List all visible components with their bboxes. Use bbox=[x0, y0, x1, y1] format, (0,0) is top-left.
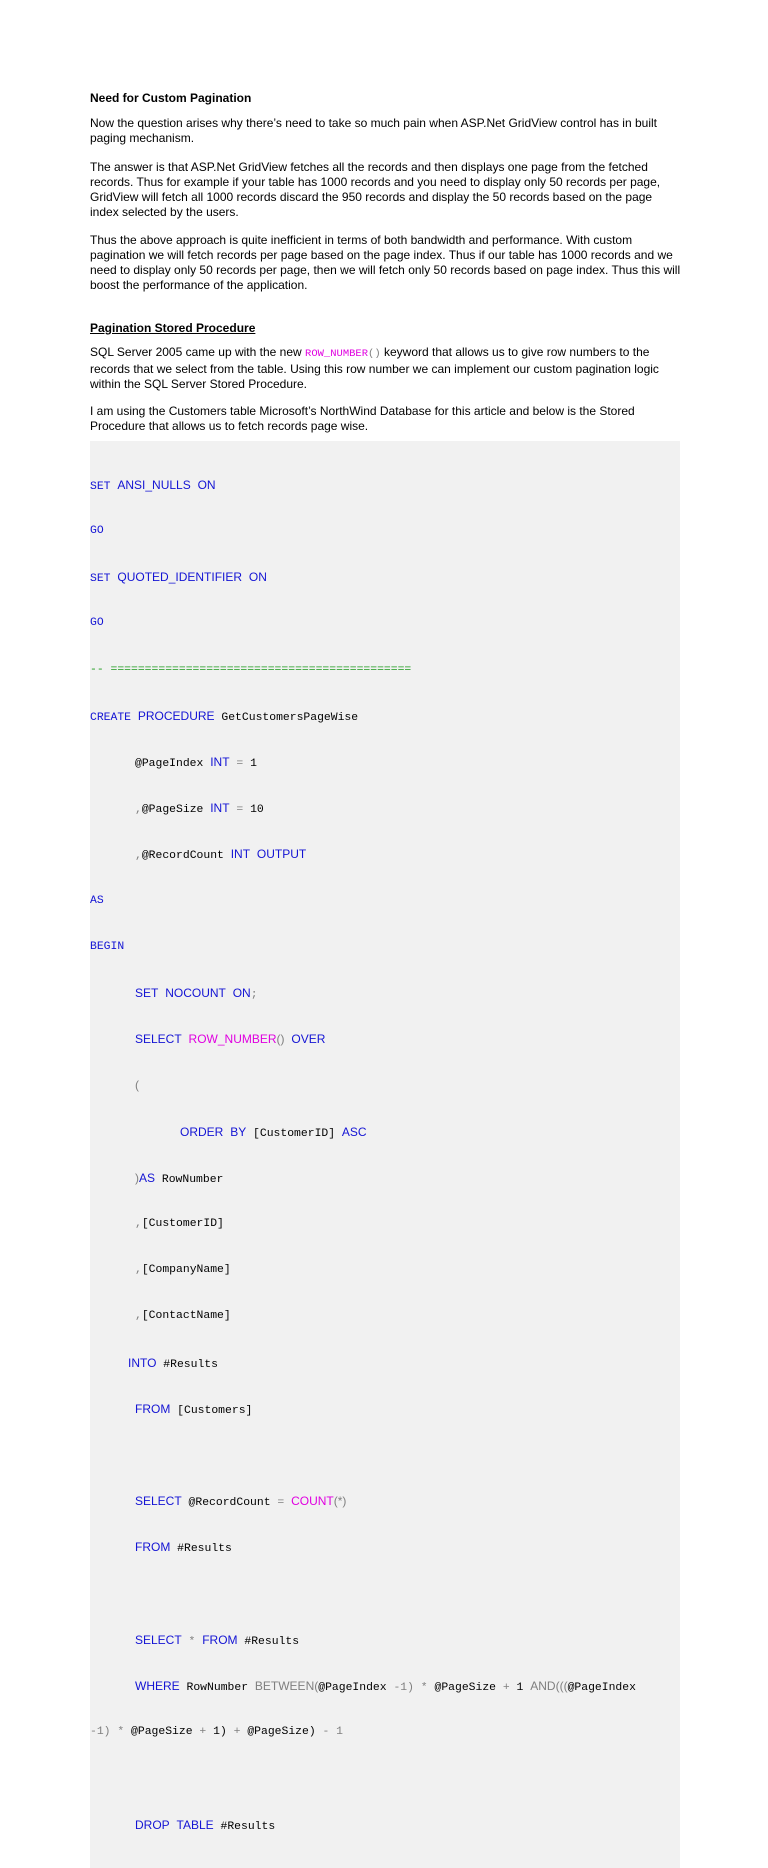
row-number-inline-code bbox=[305, 348, 381, 360]
code-line: BEGIN bbox=[90, 940, 125, 953]
code-line: ORDER BY [CustomerID] ASC bbox=[180, 1124, 367, 1140]
code-line: SET QUOTED_IDENTIFIER ON bbox=[90, 570, 267, 586]
code-line: CREATE PROCEDURE GetCustomersPageWise bbox=[90, 708, 359, 724]
code-line: DROP TABLE #Results bbox=[135, 1817, 276, 1833]
paragraph-inefficient: Thus the above approach is quite inefficient in terms of both bandwidth and performance. With custom pagination we will fetch records per page based on the page index. Thus if our table has 1000 records and we need to display only 50 records per page, then we will fetch only 50 records based on page index. Thus this will boost the performance of the application. bbox=[90, 233, 681, 292]
heading-need-custom-pagination: Need for Custom Pagination bbox=[90, 91, 252, 105]
paragraph-question: Now the question arises why there’s need to take so much pain when ASP.Net GridView control has in built paging mechanism. bbox=[90, 116, 657, 145]
code-line: SELECT ROW_NUMBER() OVER bbox=[135, 1032, 326, 1047]
code-line: ,@RecordCount INT OUTPUT bbox=[135, 847, 307, 863]
paragraph-northwind: I am using the Customers table Microsoft’s NorthWind Database for this article and below is the Stored Procedure that allows us to fetch records page wise. bbox=[90, 404, 635, 433]
code-line: SET ANSI_NULLS ON bbox=[90, 477, 216, 493]
code-line: ,[CompanyName] bbox=[135, 1264, 231, 1277]
code-line: ( bbox=[135, 1078, 139, 1093]
code-line-blank bbox=[90, 1772, 680, 1787]
code-line: -- ============================================ bbox=[90, 663, 412, 676]
code-line: GO bbox=[90, 525, 104, 538]
code-line: SELECT @RecordCount = COUNT(*) bbox=[135, 1494, 347, 1510]
code-line: FROM #Results bbox=[135, 1540, 232, 1556]
code-line: AS bbox=[90, 894, 104, 907]
paragraph-answer: The answer is that ASP.Net GridView fetches all the records and then displays one page from the fetched records. Thus for example if your table has 1000 records and you need to display only 50 records per page, GridView will fetch all 1000 records discard the 950 records and display the 50 records based on the page index selected by the users. bbox=[90, 160, 661, 219]
stored-procedure-code-block bbox=[90, 441, 680, 1868]
code-line: INTO #Results bbox=[128, 1355, 218, 1371]
paragraph-row-number bbox=[90, 345, 682, 392]
code-line-blank bbox=[90, 1587, 680, 1602]
heading-pagination-stored-procedure: Pagination Stored Procedure bbox=[90, 321, 256, 335]
code-line-blank bbox=[90, 1448, 680, 1463]
code-line: ,[ContactName] bbox=[135, 1310, 231, 1323]
code-line: ,@PageSize INT = 10 bbox=[135, 801, 264, 817]
row-number-text-after: keyword that allows us to give row numbers to the records that we select from the table. Using this row number we can implement our custom pagination logic within the SQL Server Stored Procedure. bbox=[90, 345, 659, 391]
code-line: SELECT * FROM #Results bbox=[135, 1632, 300, 1648]
code-line: )AS RowNumber bbox=[135, 1170, 224, 1186]
code-line: FROM [Customers] bbox=[135, 1401, 253, 1417]
code-line: -1) * @PageSize + 1) + @PageSize) - 1 bbox=[90, 1726, 344, 1739]
code-line: @PageIndex INT = 1 bbox=[135, 755, 257, 771]
code-line: ,[CustomerID] bbox=[135, 1218, 224, 1231]
row-number-text-before: SQL Server 2005 came up with the new bbox=[90, 345, 306, 359]
document-content bbox=[90, 90, 682, 1868]
code-line: WHERE RowNumber BETWEEN(@PageIndex -1) * @PageSize + 1 AND(((@PageIndex bbox=[135, 1679, 636, 1695]
row-number-parens: () bbox=[368, 348, 381, 360]
code-line: SET NOCOUNT ON; bbox=[135, 986, 258, 1002]
row-number-keyword: ROW_NUMBER bbox=[305, 348, 369, 360]
code-line: GO bbox=[90, 617, 104, 630]
